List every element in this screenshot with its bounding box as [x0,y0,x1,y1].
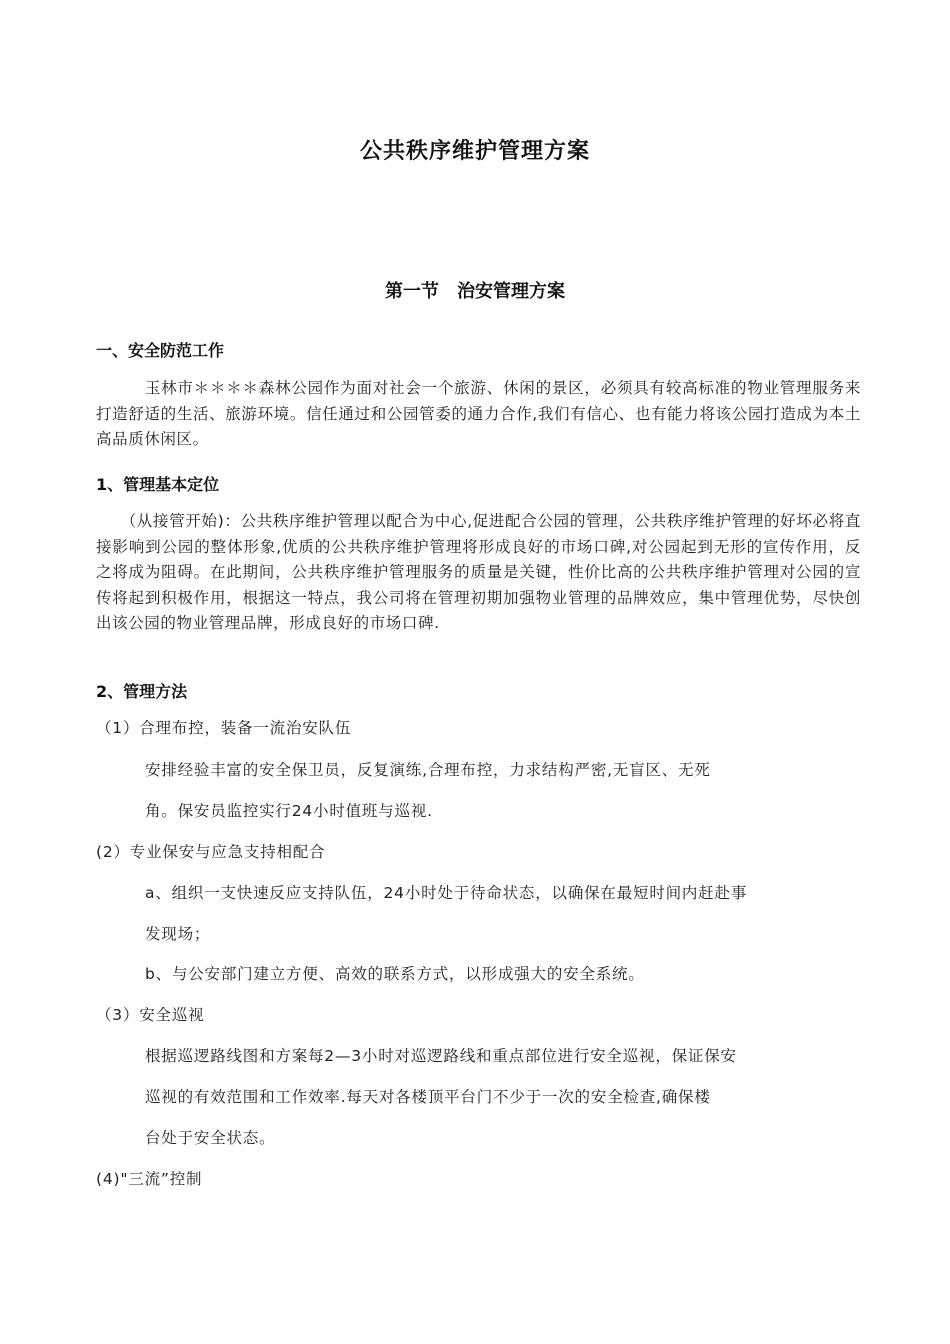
heading-methods: 2、管理方法 [96,682,188,701]
paragraph-intro: 玉林市＊＊＊＊森林公园作为面对社会一个旅游、休闲的景区，必须具有较高标准的物业管理服务来打造舒适的生活、旅游环境。信任通过和公园管委的通力合作,我们有信心、也有能力将该公园打造成为本土高品质休闲区。 [96,379,861,448]
item-2-line-3: b、与公安部门建立方便、高效的联系方式，以形成强大的安全系统。 [145,965,645,983]
item-3-line-1: 根据巡逻路线图和方案每2—3小时对巡逻路线和重点部位进行安全巡视，保证保安 [145,1047,737,1065]
paragraph-positioning: （从接管开始)：公共秩序维护管理以配合为中心,促进配合公园的管理，公共秩序维护管理的好坏必将直接影响到公园的整体形象,优质的公共秩序维护管理将形成良好的市场口碑,对公园起到无形的宣传作用，反之将成为阻碍。在此期间，公共秩序维护管理服务的质量是关键，性价比高的公共秩序维护管理对公园的宣传将起到积极作用，根据这一特点，我公司将在管理初期加强物业管理的品牌效应，集中管理优势，尽快创出该公园的物业管理品牌，形成良好的市场口碑. [96,512,861,632]
item-3-line-2: 巡视的有效范围和工作效率.每天对各楼顶平台门不少于一次的安全检查,确保楼 [145,1088,711,1106]
heading-positioning: 1、管理基本定位 [96,475,220,494]
heading-security: 一、安全防范工作 [96,341,225,360]
item-1-line-1: 安排经验丰富的安全保卫员，反复演练,合理布控，力求结构严密,无盲区、无死 [145,761,711,779]
item-2-line-1: a、组织一支快速反应支持队伍，24小时处于待命状态，以确保在最短时间内赶赴事 [145,884,748,902]
item-4-title: (4)"三流”控制 [96,1170,203,1188]
item-2-title: (2）专业保安与应急支持相配合 [96,843,326,861]
item-3-title: （3）安全巡视 [96,1006,205,1024]
item-3-line-3: 台处于安全状态。 [145,1129,276,1147]
item-2-line-2: 发现场； [145,925,211,943]
item-1-title: （1）合理布控，装备一流治安队伍 [96,719,352,737]
item-1-line-2: 角。保安员监控实行24小时值班与巡视. [145,802,433,820]
document-title: 公共秩序维护管理方案 [359,139,590,164]
section-title: 第一节 治安管理方案 [385,281,565,302]
